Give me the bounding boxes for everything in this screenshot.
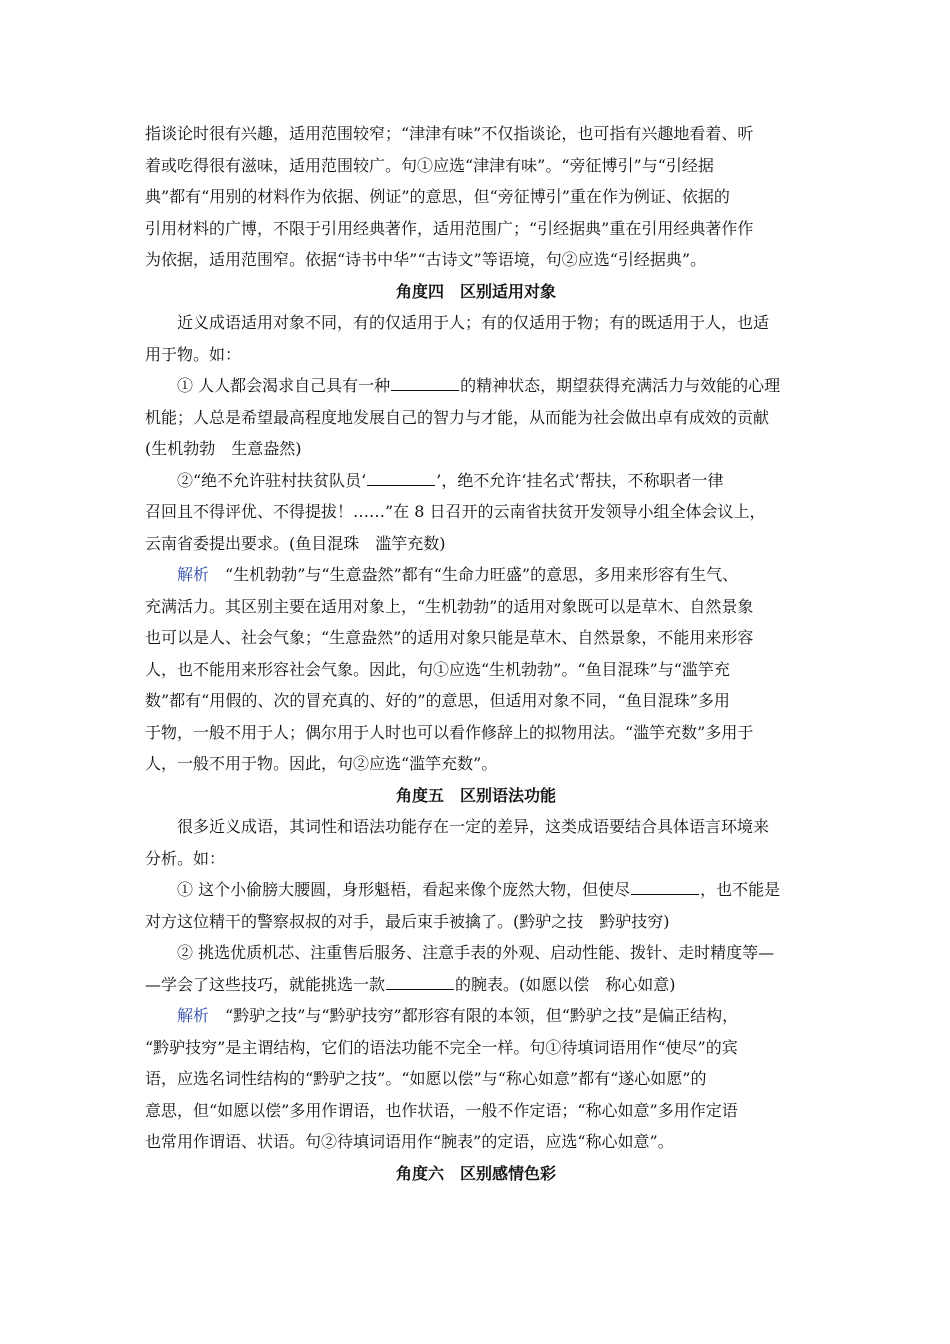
text-line: 典”都有“用别的材料作为依据、例证”的意思，但“旁征博引”重在作为例证、依据的 — [145, 187, 730, 206]
question-line — [145, 370, 807, 402]
text-line: 也可以是人、社会气象；“生意盎然”的适用对象只能是草木、自然景象，不能用来形容 — [145, 628, 754, 647]
explanation-line — [145, 559, 807, 591]
text-line: 对方这位精干的警察叔叔的对手，最后束手被擒了。(黔驴之技 黔驴技穷) — [145, 911, 670, 931]
text-span: ’，绝不允许‘挂名式’帮扶，不称职者一律 — [436, 470, 724, 490]
section-heading: 角度五 区别语法功能 — [395, 785, 556, 805]
text-line: 语，应选名词性结构的“黔驴之技”。“如愿以偿”与“称心如意”都有“遂心如愿”的 — [145, 1069, 707, 1088]
text-line: 机能；人总是希望最高程度地发展自己的智力与才能，从而能为社会做出卓有成效的贡献 — [145, 407, 770, 427]
text-line: 用于物。如： — [145, 344, 242, 364]
text-line: 引用材料的广博，不限于引用经典著作，适用范围广；“引经据典”重在引用经典著作作 — [145, 218, 754, 238]
document-page — [145, 118, 807, 1189]
text-span: “生机勃勃”与“生意盎然”都有“生命力旺盛”的意思，多用来形容有生气、 — [209, 565, 739, 584]
section-heading: 角度四 区别适用对象 — [395, 281, 556, 301]
text-line: ② 挑选优质机芯、注重售后服务、注意手表的外观、启动性能、拨针、走时精度等— — [177, 943, 775, 962]
text-span: ，也不能是 — [700, 880, 781, 899]
text-line: 人，也不能用来形容社会气象。因此，句①应选“生机勃勃”。“鱼目混珠”与“滥竽充 — [145, 659, 730, 679]
text-span: —学会了这些技巧，就能挑选一款 — [145, 974, 386, 994]
text-span: ②“绝不允许驻村扶贫队员‘ — [177, 470, 367, 490]
text-line: 于物，一般不用于人；偶尔用于人时也可以看作修辞上的拟物用法。“滥竽充数”多用于 — [145, 722, 754, 742]
explanation-label: 解析 — [177, 1006, 210, 1025]
text-span: ① 人人都会渴求自己具有一种 — [177, 376, 391, 395]
text-span: “黔驴之技”与“黔驴技穷”都形容有限的本领，但“黔驴之技”是偏正结构， — [209, 1006, 739, 1025]
question-line — [145, 874, 807, 906]
text-line: “黔驴技穷”是主谓结构，它们的语法功能不完全一样。句①待填词语用作“使尽”的宾 — [145, 1037, 738, 1057]
text-span: 的腕表。(如愿以偿 称心如意) — [455, 974, 676, 994]
text-line: 为依据，适用范围窄。依据“诗书中华”“古诗文”等语境，句②应选“引经据典”。 — [145, 250, 707, 269]
text-line: 人，一般不用于物。因此，句②应选“滥竽充数”。 — [145, 754, 498, 773]
text-line: 云南省委提出要求。(鱼目混珠 滥竽充数) — [145, 533, 446, 553]
fill-blank — [631, 880, 699, 895]
text-line: 分析。如： — [145, 848, 226, 868]
text-line: 很多近义成语，其词性和语法功能存在一定的差异，这类成语要结合具体语言环境来 — [177, 817, 770, 836]
text-line: 召回且不得评优、不得提拔！……”在 8 日召开的云南省扶贫开发领导小组全体会议上， — [145, 502, 766, 521]
text-line: 指谈论时很有兴趣，适用范围较窄；“津津有味”不仅指谈论，也可指有兴趣地看着、听 — [145, 124, 754, 143]
text-line: 近义成语适用对象不同，有的仅适用于人；有的仅适用于物；有的既适用于人，也适 — [177, 313, 770, 332]
text-span: ① 这个小偷膀大腰圆，身形魁梧，看起来像个庞然大物，但使尽 — [177, 880, 631, 899]
question-line — [145, 969, 807, 1001]
text-line: 充满活力。其区别主要在适用对象上，“生机勃勃”的适用对象既可以是草木、自然景象 — [145, 596, 754, 616]
text-line: 数”都有“用假的、次的冒充真的、好的”的意思，但适用对象不同，“鱼目混珠”多用 — [145, 691, 730, 710]
fill-blank — [367, 471, 435, 486]
text-line: (生机勃勃 生意盎然) — [145, 439, 302, 458]
explanation-line — [145, 1000, 807, 1032]
text-line: 着或吃得很有滋味，适用范围较广。句①应选“津津有味”。“旁征博引”与“引经据 — [145, 155, 714, 175]
fill-blank — [391, 376, 459, 391]
text-line: 也常用作谓语、状语。句②待填词语用作“腕表”的定语，应选“称心如意”。 — [145, 1132, 674, 1151]
fill-blank — [386, 975, 454, 990]
text-span: 的精神状态，期望获得充满活力与效能的心理 — [460, 376, 781, 395]
explanation-label: 解析 — [177, 565, 210, 584]
section-heading: 角度六 区别感情色彩 — [395, 1163, 556, 1183]
question-line — [145, 465, 807, 497]
text-line: 意思，但“如愿以偿”多用作谓语，也作状语，一般不作定语；“称心如意”多用作定语 — [145, 1100, 738, 1120]
